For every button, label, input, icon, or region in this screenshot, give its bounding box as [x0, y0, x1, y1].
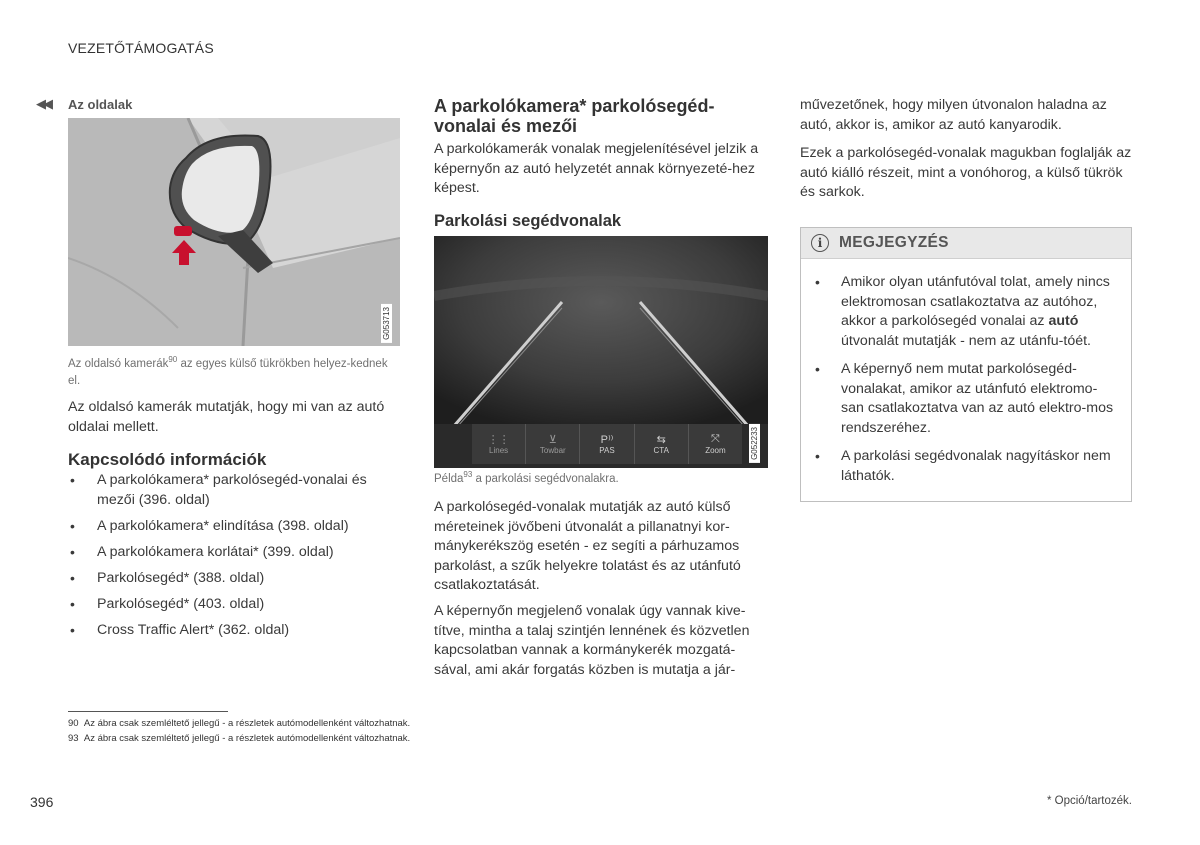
- body-paragraph: A parkolósegéd-vonalak mutatják az autó külső méreteinek jövőbeni útvonalát a pillanatnyi kor-mánykerékszög esetén - ez segíti a párhuzamos parkolást, a szűk helyekre tolatást és az utánfutó csatlakoztatását.: [434, 499, 741, 593]
- option-legend: * Opció/tartozék.: [1046, 795, 1132, 807]
- note-body: [801, 259, 1131, 501]
- note-item: [813, 273, 1119, 351]
- toolbar-label: Zoom: [705, 446, 726, 455]
- intro-paragraph: A parkolókamerák vonalak megjelenítésével jelzik a képernyőn az autó helyzetét annak környezeté-hez képest.: [434, 141, 759, 196]
- zoom-icon: ⤧: [711, 433, 720, 445]
- toolbar-button-pas[interactable]: [580, 424, 634, 464]
- caption-text: Példa: [434, 473, 464, 485]
- towbar-icon: ⊻: [548, 434, 557, 446]
- toolbar-button-lines[interactable]: [472, 424, 526, 464]
- footnote-text: Az ábra csak szemléltető jellegű - a részletek autómodellenként változhatnak.: [83, 733, 411, 744]
- subsection-title: Parkolási segédvonalak: [434, 212, 622, 230]
- section-title: A parkolókamera* parkolósegéd-vonalai és mezői: [434, 96, 715, 136]
- related-info-list: [68, 471, 400, 647]
- toolbar-label: Lines: [489, 446, 509, 455]
- info-icon: i: [811, 234, 829, 252]
- related-link[interactable]: • Parkolósegéd* (403. oldal): [68, 595, 400, 615]
- toolbar-label: Towbar: [539, 446, 566, 455]
- lines-icon: ⋮⋮: [487, 434, 510, 446]
- related-link[interactable]: • A parkolókamera korlátai* (399. oldal): [68, 543, 400, 563]
- toolbar-button-towbar[interactable]: [526, 424, 580, 464]
- footnote: [68, 733, 410, 744]
- body-paragraph: művezetőnek, hogy milyen útvonalon haladna az autó, akkor is, amikor az autó kanyarodik.: [800, 97, 1107, 133]
- related-link[interactable]: • A parkolókamera* elindítása (398. oldal): [68, 517, 400, 537]
- note-item: [813, 447, 1119, 486]
- body-paragraph: Az oldalsó kamerák mutatják, hogy mi van az autó oldalai mellett.: [68, 399, 385, 435]
- double-chevron-left-icon: ◀◀: [36, 96, 50, 111]
- figure-code: G053713: [381, 304, 392, 343]
- note-list: [813, 273, 1119, 486]
- toolbar-button-zoom[interactable]: [689, 424, 742, 464]
- caption-text-end: a parkolási segédvonalakra.: [472, 473, 619, 485]
- footnote-divider: [68, 711, 228, 712]
- figure-caption: [68, 356, 400, 390]
- note-text-bold: autó: [1048, 313, 1079, 329]
- caption-text-end: az egyes külső tükrökben helyez-kednek el.: [68, 358, 388, 387]
- related-info-heading: Kapcsolódó információk: [68, 450, 267, 469]
- footnote-number: 93: [68, 733, 79, 744]
- note-item: [813, 360, 1119, 438]
- camera-toolbar: [472, 424, 742, 464]
- toolbar-label: PAS: [599, 446, 615, 455]
- note-box: [800, 227, 1132, 502]
- figure-code: G052233: [749, 424, 760, 463]
- related-link[interactable]: • Cross Traffic Alert* (362. oldal): [68, 621, 400, 641]
- related-link[interactable]: • A parkolókamera* parkolósegéd-vonalai és mezői (396. oldal): [68, 471, 400, 510]
- note-header: [801, 228, 1131, 259]
- side-mirror-drawing: [68, 118, 400, 346]
- toolbar-button-cta[interactable]: [635, 424, 689, 464]
- body-paragraph: A képernyőn megjelenő vonalak úgy vannak kive-títve, mintha a talaj szintjén lennének és közvetlen kapcsolatban vannak a kormánykerék mozgatá-sával, ami akár forgatás közben is mutatja a jár-: [434, 603, 750, 678]
- page-number: 396: [30, 794, 54, 810]
- related-link[interactable]: • Parkolósegéd* (388. oldal): [68, 569, 400, 589]
- section-back-link[interactable]: [36, 96, 132, 112]
- note-text: A képernyő nem mutat parkolósegéd-vonalakat, amikor az utánfutó elektromo-san csatlakoztatva van az autó elektro-mos rendszeréhez.: [841, 361, 1114, 436]
- pas-icon: P⁾⁾: [600, 434, 614, 446]
- side-mirror-illustration: [68, 118, 400, 346]
- caption-text: Az oldalsó kamerák: [68, 358, 169, 370]
- footnote: [68, 718, 410, 729]
- note-text-end: útvonalát mutatják - nem az utánfu-tóét.: [841, 332, 1091, 349]
- note-text: A parkolási segédvonalak nagyításkor nem láthatók.: [841, 448, 1111, 484]
- running-header: VEZETŐTÁMOGATÁS: [68, 40, 214, 56]
- cta-icon: ⇆: [656, 434, 666, 446]
- section-label: Az oldalak: [68, 96, 133, 112]
- note-text: Amikor olyan utánfutóval tolat, amely nincs elektromosan csatlakoztatva az autóhoz, akkor a parkolósegéd vonalai az: [841, 274, 1110, 329]
- footnote-ref[interactable]: 93: [463, 470, 473, 480]
- camera-screen-illustration: [434, 236, 768, 468]
- footnote-number: 90: [68, 718, 79, 729]
- figure-caption: [434, 471, 768, 488]
- body-paragraph: Ezek a parkolósegéd-vonalak magukban foglalják az autó kiálló részeit, mint a vonóhorog, a külső tükrök és sarkok.: [800, 145, 1132, 200]
- footnote-text: Az ábra csak szemléltető jellegű - a részletek autómodellenként változhatnak.: [83, 718, 411, 729]
- note-title: MEGJEGYZÉS: [839, 234, 949, 251]
- footnote-ref[interactable]: 90: [168, 355, 178, 365]
- toolbar-label: CTA: [653, 446, 669, 455]
